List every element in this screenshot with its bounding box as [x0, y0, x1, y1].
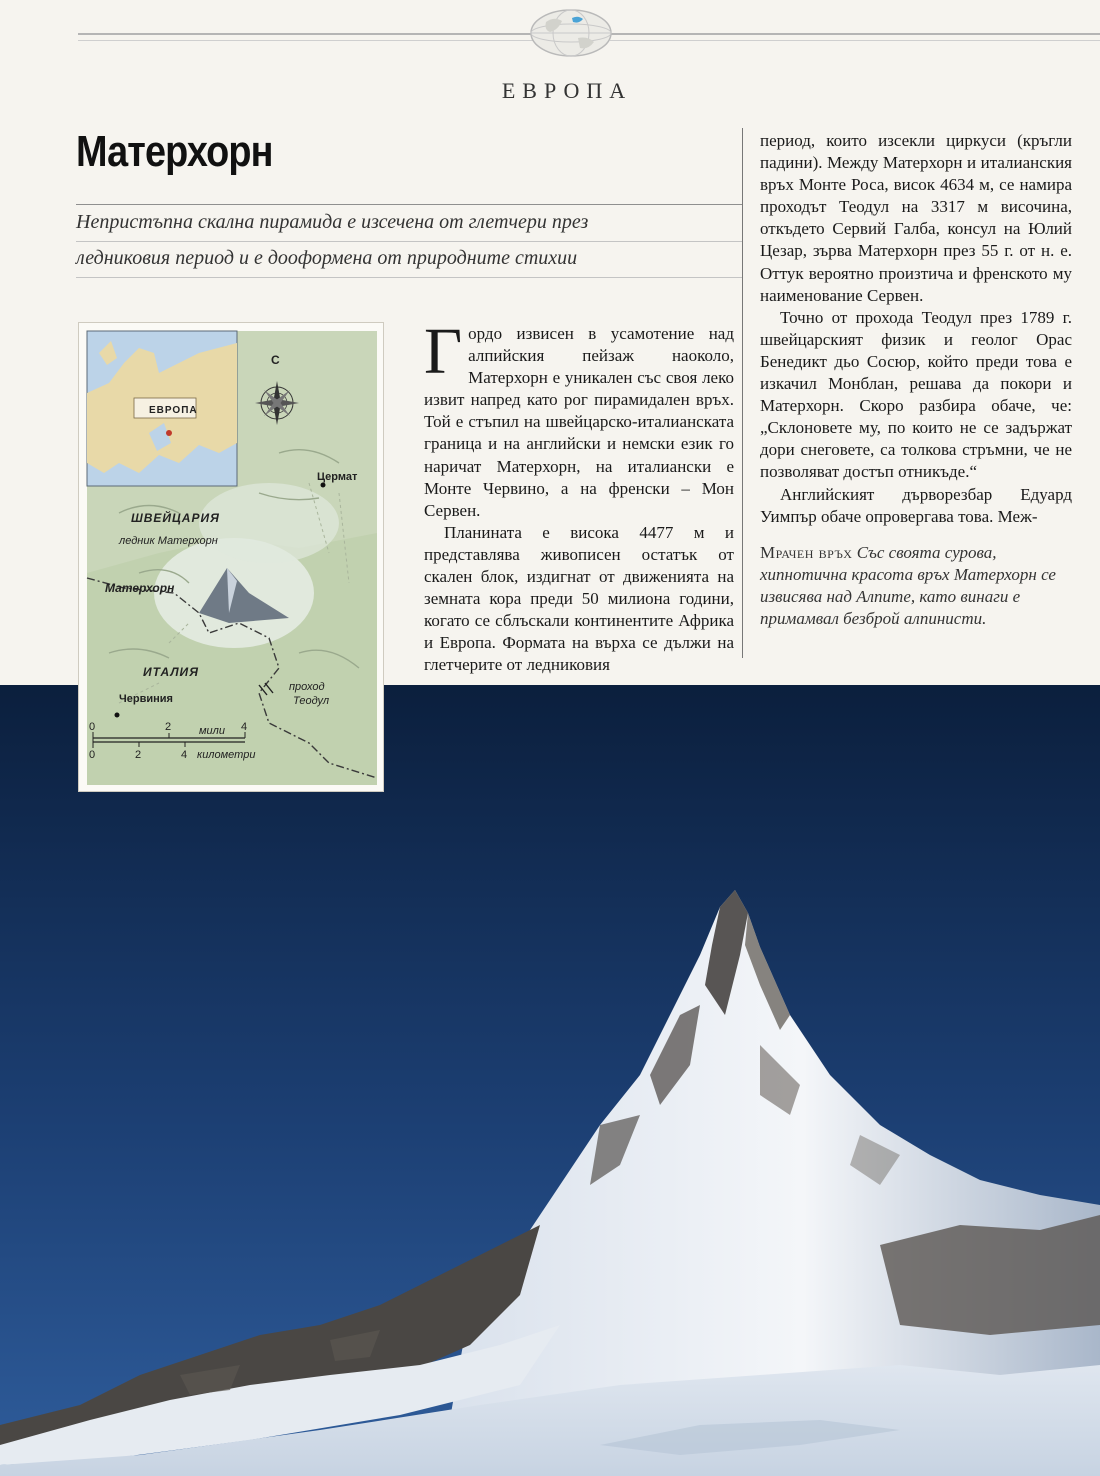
miles-tick-0: 0: [89, 721, 96, 733]
header-rule-right-thin: [610, 40, 1100, 41]
right-paragraph-3: Английският дърворезбар Едуард Уимпър обаче опровергава това. Меж-: [760, 484, 1072, 526]
right-paragraph-1: период, които изсекли циркуси (кръгли падини). Между Матерхорн и италианския връх Монте Роса, висок 4634 м, се намира проходът Теодул на 3317 м височина, откъдето Сервий Галба, консул на Юлий Цезар, зърва Матерхорн през 55 г. от н. е. Оттук вероятно произтича и френското му наименование Сервен.: [760, 131, 1072, 305]
header-rule-left: [78, 33, 534, 35]
column-divider: [742, 128, 743, 658]
miles-tick-2: 2: [165, 721, 172, 733]
title-rule: [76, 204, 742, 205]
subtitle-rule-1: [76, 241, 742, 242]
drop-cap: Г: [424, 315, 463, 388]
map-label-pass-2: Теодул: [293, 695, 330, 707]
map-label-switzerland: ШВЕЙЦАРИЯ: [131, 511, 220, 525]
header-rule-right: [610, 33, 1100, 35]
map-label-zermatt: Цермат: [317, 471, 358, 483]
subtitle-rule-2: [76, 277, 742, 278]
article-column-middle: [424, 315, 734, 677]
right-paragraph-2: Точно от прохода Теодул през 1789 г. швейцарският физик и геолог Орас Бенедикт дьо Сосюр, който преди това е изкачил Монблан, решава да покори и Матерхорн. Скоро разбира обаче, че: „Склоновете му, по които не се задържат дори снеговете, са толкова стръмни, че не позволяват достъп отникъде.“: [760, 307, 1072, 482]
map-label-matterhorn: Матерхорн: [105, 581, 175, 595]
subtitle-line-2: ледниковия период и е дооформена от природните стихии: [76, 247, 578, 269]
map-label-italy: ИТАЛИЯ: [143, 665, 199, 679]
subtitle-line-1: Непристъпна скална пирамида е изсечена от глетчери през: [76, 211, 589, 233]
map-inset-label: ЕВРОПА: [149, 405, 198, 416]
header-rule-left-thin: [78, 40, 534, 41]
miles-tick-4: 4: [241, 721, 248, 733]
caption-text: Със своята сурова, хипнотична красота връх Матерхорн се извисява над Алпите, като винаги е примамвал безброй алпинисти.: [760, 542, 1056, 628]
globe-icon: [528, 8, 614, 58]
km-tick-2: 2: [135, 749, 142, 761]
km-tick-0: 0: [89, 749, 96, 761]
km-tick-4: 4: [181, 749, 188, 761]
miles-label: мили: [199, 725, 225, 737]
km-label: километри: [197, 749, 256, 761]
article-column-right: [760, 130, 1072, 630]
map-compass-label: С: [271, 353, 280, 367]
photo-caption: [760, 542, 1072, 630]
map-label-pass-1: проход: [289, 681, 325, 693]
matterhorn-map: [78, 322, 384, 792]
section-label: ЕВРОПА: [501, 78, 633, 103]
matterhorn-photo: [0, 685, 1100, 1476]
caption-lead: Мрачен връх: [760, 542, 853, 562]
map-label-glacier: ледник Матерхорн: [119, 535, 218, 547]
middle-paragraph-1: ордо извисен в усамотение над алпийския пейзаж наоколо, Матерхорн е уникален със своя леко извит напред като рог пирамидален връх. Той е стъпил на швейцарско-италианската граница и на английски и немски език го наричат Матерхорн, на италиански е Монте Червино, а на френски – Мон Сервен.: [424, 324, 734, 520]
article-title: Матерхорн: [76, 127, 273, 176]
middle-paragraph-2: Планината е висока 4477 м и представлява живописен остатък от скален блок, издигнат от движенията на земната кора преди 50 милиона години, когато се сблъскали континентите Африка и Европа. Формата на върха се дължи на глетчерите от ледниковия: [424, 522, 734, 675]
map-graphic: [79, 323, 385, 793]
map-label-cervinia: Червиния: [119, 693, 173, 705]
